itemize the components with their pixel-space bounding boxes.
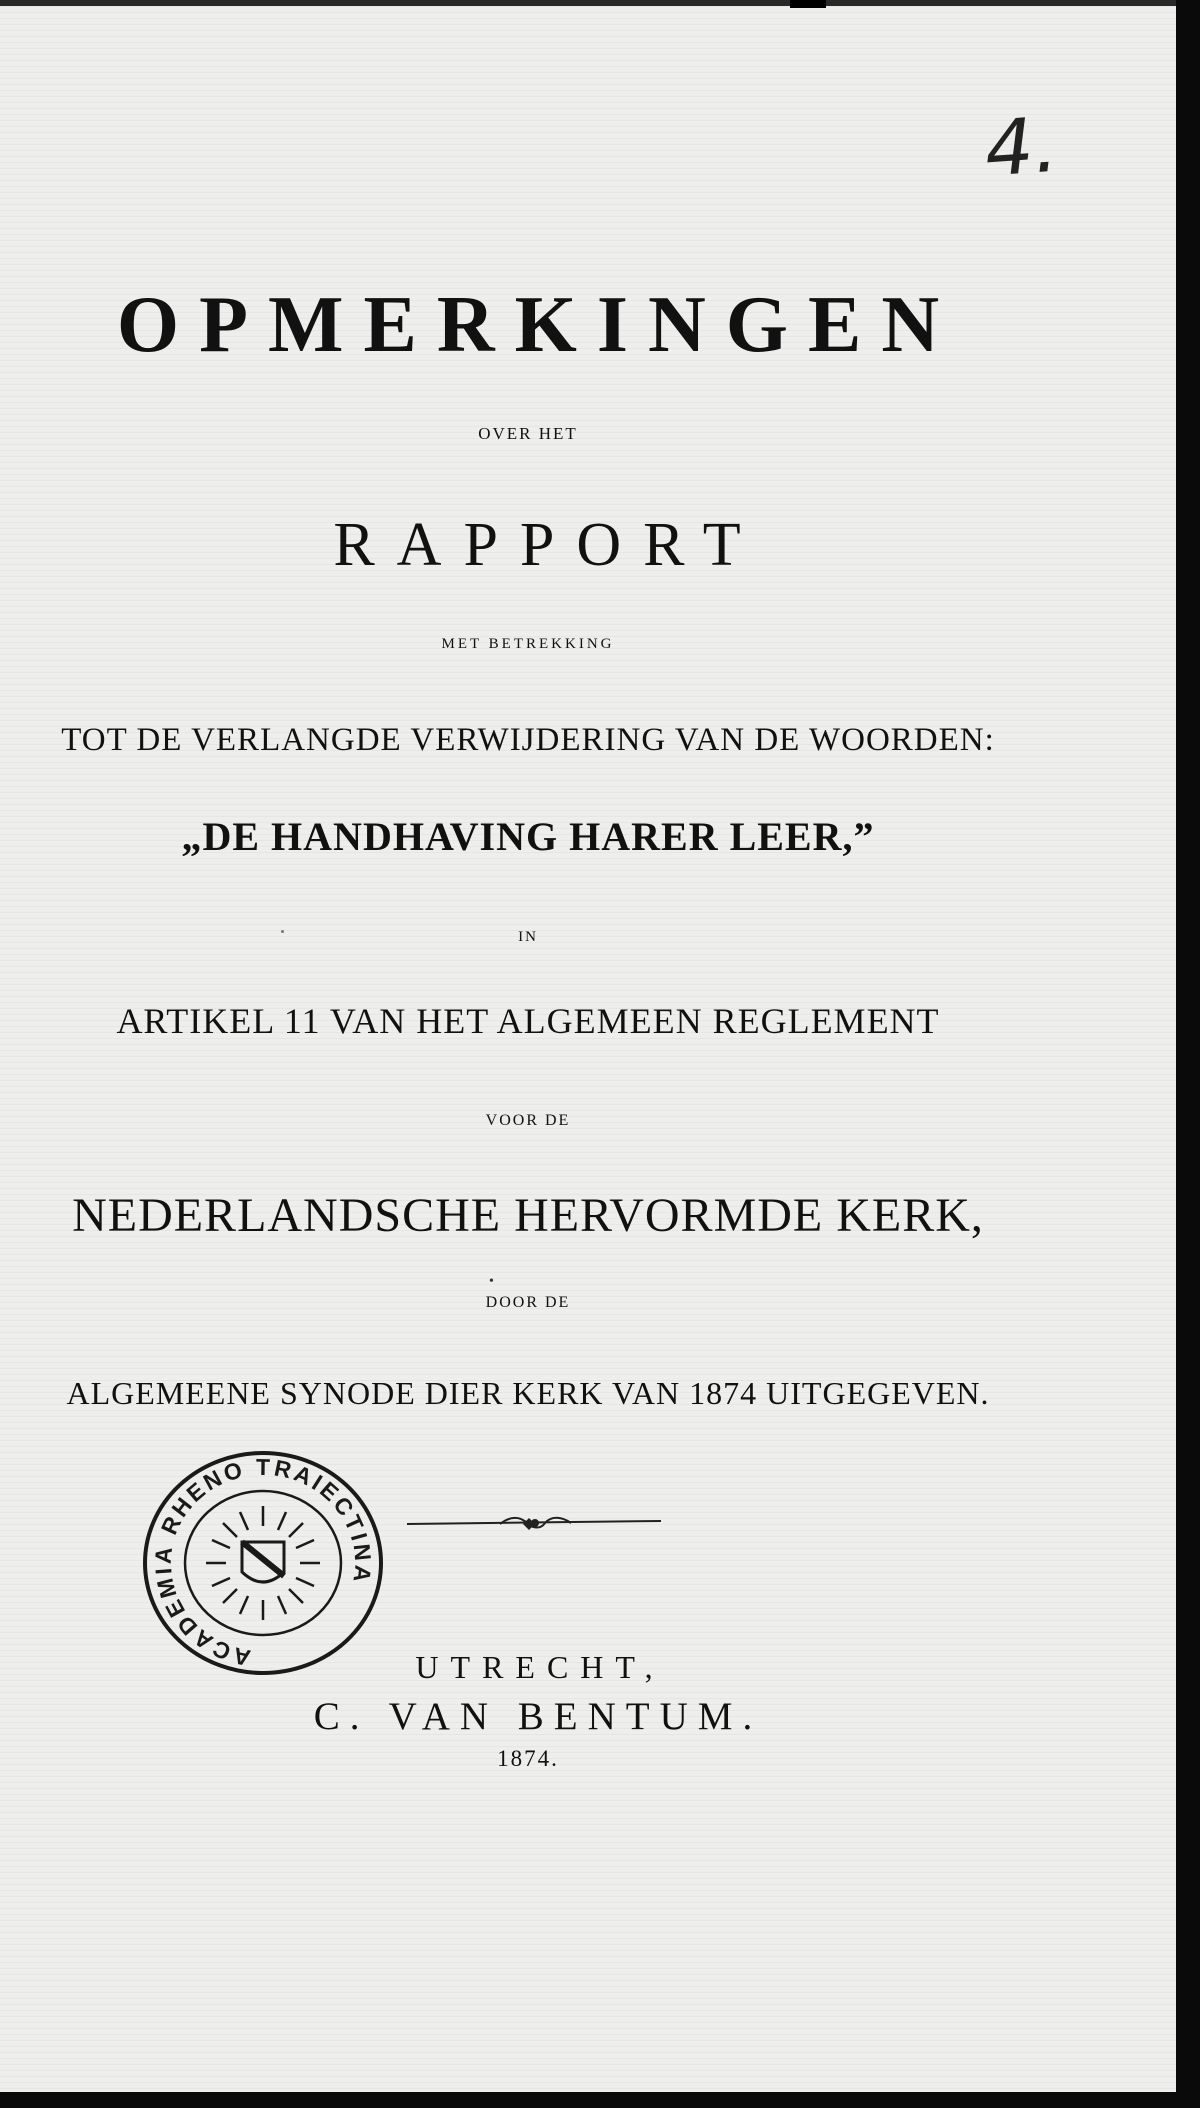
handwritten-number: 4. xyxy=(981,99,1061,194)
svg-text:ACADEMIA RHENO TRAIECTINA: ACADEMIA RHENO TRAIECTINA xyxy=(149,1453,377,1672)
quoted-phrase: „DE HANDHAVING HARER LEER,” xyxy=(181,814,875,859)
imprint-publisher: C. VAN BENTUM. xyxy=(313,1695,763,1738)
library-stamp xyxy=(142,1446,384,1676)
line-tot-de-verlangde: TOT DE VERLANGDE VERWIJDERING VAN DE WOORDEN: xyxy=(61,722,995,758)
imprint-city: UTRECHT, xyxy=(415,1649,665,1685)
ornamental-divider xyxy=(405,1512,663,1536)
title-rapport: RAPPORT xyxy=(333,511,763,579)
top-ink-mark xyxy=(790,0,826,8)
scan-border-right xyxy=(1176,0,1200,2108)
top-shadow-edge xyxy=(0,0,1176,6)
main-title: OPMERKINGEN xyxy=(116,281,960,369)
small-mark: • xyxy=(489,1274,494,1289)
subtitle-door-de: DOOR DE xyxy=(485,1294,571,1311)
scan-border-bottom xyxy=(0,2092,1200,2108)
subtitle-met-betrekking: MET BETREKKING xyxy=(441,636,615,652)
line-artikel: ARTIKEL 11 VAN HET ALGEMEEN REGLEMENT xyxy=(116,1001,940,1041)
subtitle-over-het: OVER HET xyxy=(478,424,578,443)
line-synode: ALGEMEENE SYNODE DIER KERK VAN 1874 UITGEGEVEN. xyxy=(66,1375,990,1411)
imprint-year: 1874. xyxy=(497,1746,559,1771)
line-kerk: NEDERLANDSCHE HERVORMDE KERK, xyxy=(72,1189,984,1242)
subtitle-in: IN xyxy=(518,929,538,945)
subtitle-voor-de: VOOR DE xyxy=(485,1112,571,1129)
